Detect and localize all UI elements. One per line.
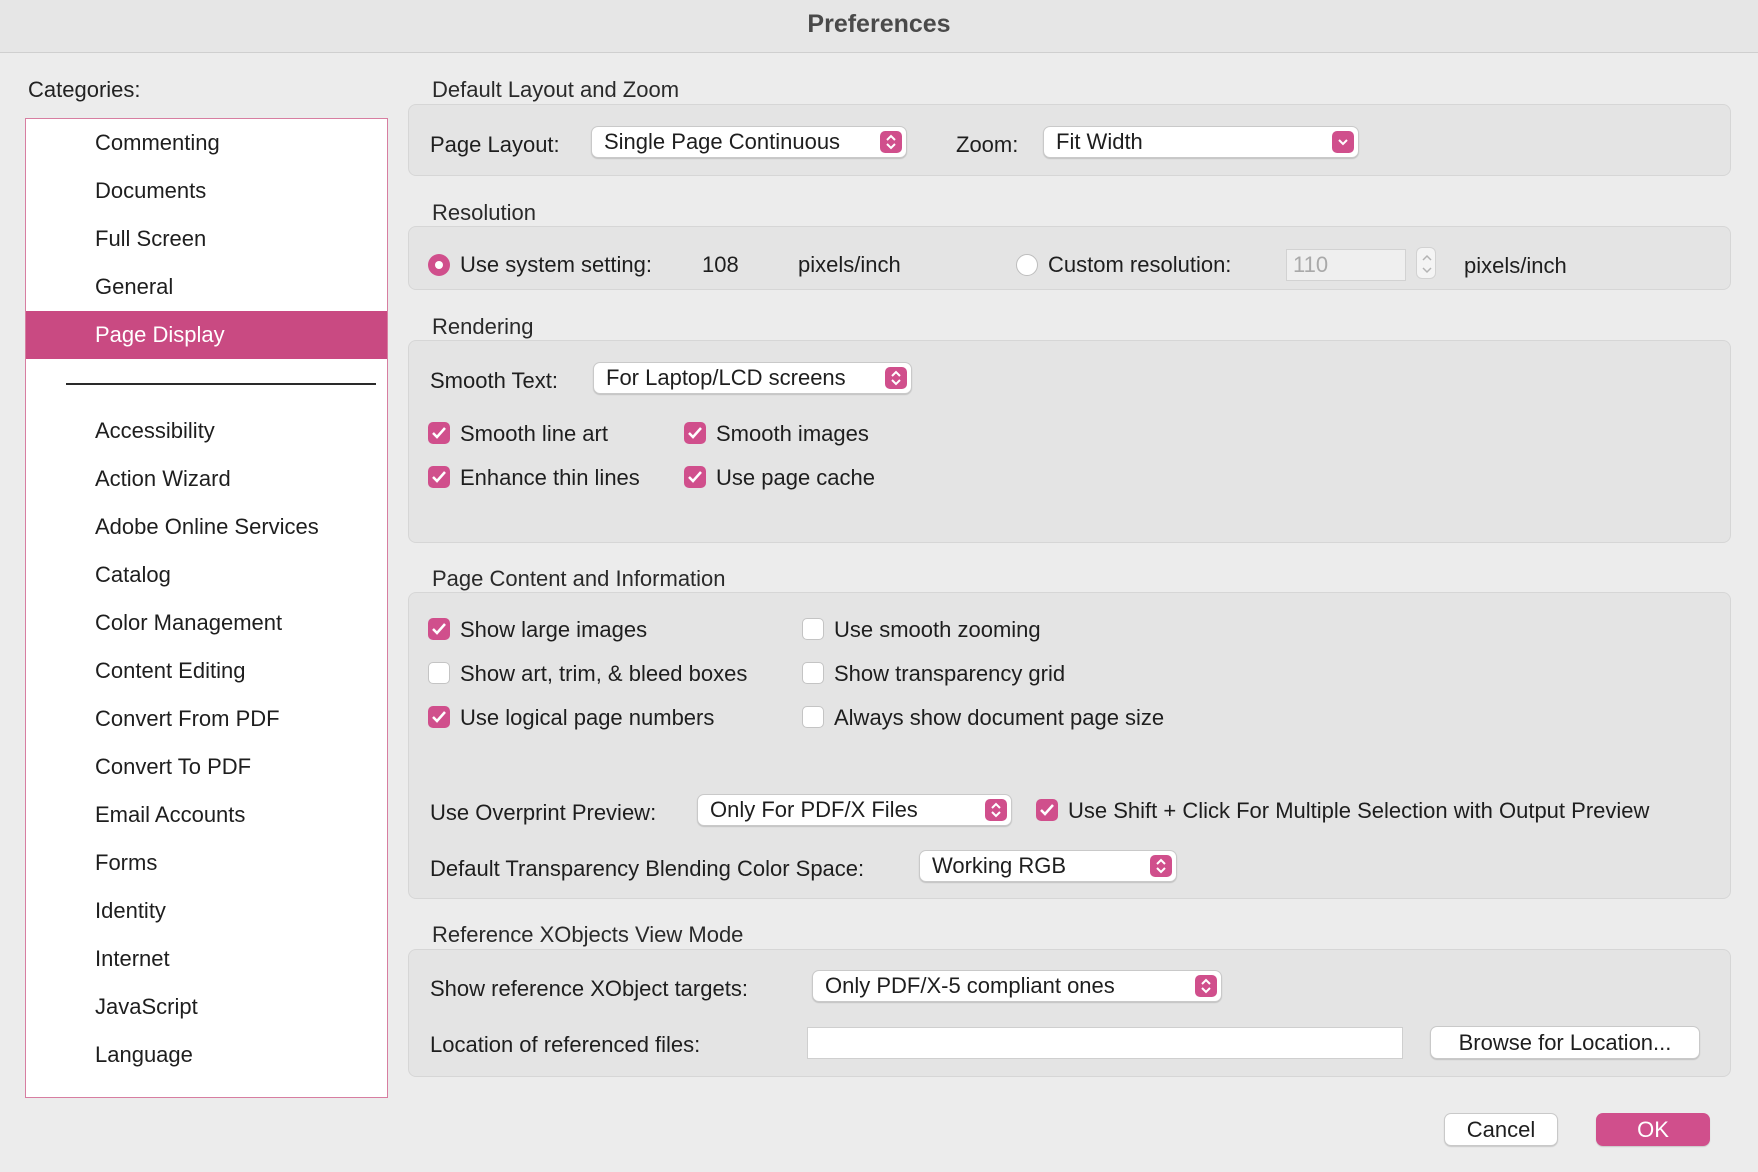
smooth-text-value: For Laptop/LCD screens xyxy=(606,365,846,390)
checkmark-icon xyxy=(1036,799,1058,821)
show-large-images-label: Show large images xyxy=(460,617,648,642)
sidebar-item-convert-to-pdf[interactable]: Convert To PDF xyxy=(95,754,252,779)
browse-location-button[interactable]: Browse for Location... xyxy=(1430,1026,1700,1059)
sidebar-item-language[interactable]: Language xyxy=(95,1042,193,1067)
sidebar-item-internet[interactable]: Internet xyxy=(95,946,170,971)
always-show-page-size-label: Always show document page size xyxy=(834,705,1165,730)
sidebar-item-javascript[interactable]: JavaScript xyxy=(95,994,198,1019)
sidebar-item-general[interactable]: General xyxy=(95,274,174,299)
page-layout-select[interactable] xyxy=(591,126,907,158)
updown-chevron-icon xyxy=(1195,975,1217,997)
xobjects-title: Reference XObjects View Mode xyxy=(432,922,744,947)
sidebar-item-color-management[interactable]: Color Management xyxy=(95,610,283,635)
shift-click-label: Use Shift + Click For Multiple Selection with Output Preview xyxy=(1068,798,1650,823)
show-large-images-checkbox[interactable] xyxy=(428,618,450,640)
sidebar-item-accessibility[interactable]: Accessibility xyxy=(95,418,215,443)
custom-resolution-radio[interactable] xyxy=(1016,254,1038,276)
smooth-line-art-checkbox[interactable] xyxy=(428,422,450,444)
checkmark-icon xyxy=(428,422,450,444)
smooth-text-label: Smooth Text: xyxy=(430,368,558,393)
checkmark-icon xyxy=(428,618,450,640)
system-resolution-value: 108 xyxy=(702,252,739,277)
layout-zoom-title: Default Layout and Zoom xyxy=(432,77,680,102)
sidebar-item-content-editing[interactable]: Content Editing xyxy=(95,658,246,683)
updown-chevron-icon xyxy=(880,131,902,153)
zoom-value: Fit Width xyxy=(1056,129,1143,154)
page-layout-value: Single Page Continuous xyxy=(604,129,841,154)
xobject-targets-select[interactable] xyxy=(812,970,1222,1002)
enhance-thin-lines-label: Enhance thin lines xyxy=(460,465,640,490)
show-transparency-grid-label: Show transparency grid xyxy=(834,661,1066,686)
window-title: Preferences xyxy=(807,10,951,38)
updown-chevron-icon xyxy=(1150,855,1172,877)
use-page-cache-checkbox[interactable] xyxy=(684,466,706,488)
show-transparency-grid-checkbox[interactable] xyxy=(802,662,824,684)
show-art-trim-bleed-checkbox[interactable] xyxy=(428,662,450,684)
blend-space-select[interactable] xyxy=(919,850,1177,882)
sidebar-item-adobe-online-services[interactable]: Adobe Online Services xyxy=(95,514,319,539)
zoom-label: Zoom: xyxy=(956,132,1019,157)
xobject-targets-value: Only PDF/X-5 compliant ones xyxy=(825,973,1115,998)
categories-label: Categories: xyxy=(28,77,141,102)
smooth-line-art-label: Smooth line art xyxy=(460,421,608,446)
system-setting-radio[interactable] xyxy=(428,254,450,276)
sidebar-divider xyxy=(66,383,376,385)
use-logical-page-numbers-checkbox[interactable] xyxy=(428,706,450,728)
overprint-value: Only For PDF/X Files xyxy=(710,797,918,822)
rendering-title: Rendering xyxy=(432,314,534,339)
sidebar-item-identity[interactable]: Identity xyxy=(95,898,166,923)
ok-button[interactable]: OK xyxy=(1596,1113,1710,1146)
use-smooth-zooming-label: Use smooth zooming xyxy=(834,617,1041,642)
updown-chevron-icon xyxy=(1417,248,1437,280)
zoom-select[interactable] xyxy=(1043,126,1359,158)
sidebar-item-full-screen[interactable]: Full Screen xyxy=(95,226,207,251)
blend-space-label: Default Transparency Blending Color Space: xyxy=(430,856,865,881)
sidebar-item-forms[interactable]: Forms xyxy=(95,850,158,875)
cancel-button[interactable]: Cancel xyxy=(1444,1113,1558,1146)
checkmark-icon xyxy=(684,466,706,488)
smooth-text-select[interactable] xyxy=(593,362,912,394)
sidebar-item-catalog[interactable]: Catalog xyxy=(95,562,171,587)
sidebar-item-page-display[interactable]: Page Display xyxy=(26,311,387,359)
always-show-page-size-checkbox[interactable] xyxy=(802,706,824,728)
checkmark-icon xyxy=(428,706,450,728)
overprint-select[interactable] xyxy=(697,794,1012,826)
checkmark-icon xyxy=(684,422,706,444)
use-smooth-zooming-checkbox[interactable] xyxy=(802,618,824,640)
referenced-files-label: Location of referenced files: xyxy=(430,1032,701,1057)
resolution-title: Resolution xyxy=(432,200,536,225)
sidebar-item-action-wizard[interactable]: Action Wizard xyxy=(95,466,231,491)
use-logical-page-numbers-label: Use logical page numbers xyxy=(460,705,715,730)
custom-resolution-label: Custom resolution: xyxy=(1048,252,1232,277)
blend-space-value: Working RGB xyxy=(932,853,1067,878)
sidebar-item-convert-from-pdf[interactable]: Convert From PDF xyxy=(95,706,280,731)
shift-click-checkbox[interactable] xyxy=(1036,799,1058,821)
custom-resolution-field[interactable]: 110 xyxy=(1286,249,1406,281)
system-setting-label: Use system setting: xyxy=(460,252,652,277)
title-bar xyxy=(0,0,1758,53)
system-resolution-unit: pixels/inch xyxy=(798,252,901,277)
category-list[interactable] xyxy=(25,118,388,1098)
smooth-images-checkbox[interactable] xyxy=(684,422,706,444)
custom-resolution-unit: pixels/inch xyxy=(1464,253,1567,278)
enhance-thin-lines-checkbox[interactable] xyxy=(428,466,450,488)
checkmark-icon xyxy=(428,466,450,488)
smooth-images-label: Smooth images xyxy=(716,421,869,446)
xobject-targets-label: Show reference XObject targets: xyxy=(430,976,748,1001)
sidebar-item-email-accounts[interactable]: Email Accounts xyxy=(95,802,246,827)
referenced-files-field[interactable] xyxy=(807,1027,1403,1059)
resolution-stepper[interactable] xyxy=(1416,247,1436,279)
sidebar-item-commenting[interactable]: Commenting xyxy=(95,130,220,155)
page-content-title: Page Content and Information xyxy=(432,566,726,591)
use-page-cache-label: Use page cache xyxy=(716,465,875,490)
overprint-label: Use Overprint Preview: xyxy=(430,800,657,825)
page-layout-label: Page Layout: xyxy=(430,132,560,157)
show-art-trim-bleed-label: Show art, trim, & bleed boxes xyxy=(460,661,748,686)
updown-chevron-icon xyxy=(885,367,907,389)
chevron-down-icon xyxy=(1332,131,1354,153)
sidebar-item-documents[interactable]: Documents xyxy=(95,178,207,203)
updown-chevron-icon xyxy=(985,799,1007,821)
